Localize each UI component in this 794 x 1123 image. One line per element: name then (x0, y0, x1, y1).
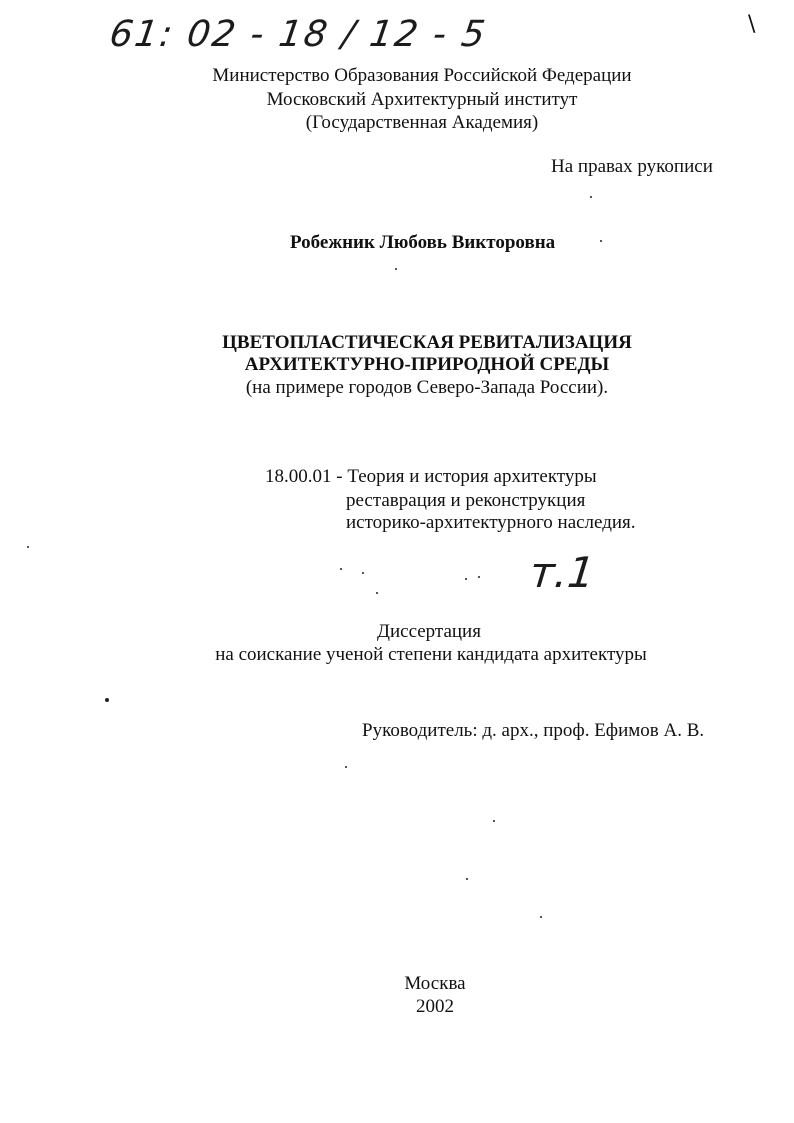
scan-speck (540, 916, 542, 918)
scan-speck (478, 576, 480, 578)
document-type: Диссертация (377, 621, 481, 642)
scan-speck (600, 240, 602, 242)
handwritten-archive-number: 61: 02 - 18 / 12 - 5 (107, 14, 490, 55)
scan-speck (395, 268, 397, 270)
scan-speck (465, 578, 467, 580)
speciality-line-3: историко-архитектурного наследия. (346, 512, 636, 533)
scan-speck (590, 196, 592, 198)
degree-statement: на соискание ученой степени кандидата архитектуры (215, 644, 647, 665)
author-name: Робежник Любовь Викторовна (290, 232, 556, 253)
dissertation-title-line-1: ЦВЕТОПЛАСТИЧЕСКАЯ РЕВИТАЛИЗАЦИЯ (222, 332, 632, 353)
dissertation-subtitle: (на примере городов Северо-Запада России). (245, 377, 609, 398)
scan-speck (493, 820, 495, 822)
scan-speck (27, 546, 29, 548)
scan-speck (466, 878, 468, 880)
speciality-line-2: реставрация и реконструкция (346, 490, 586, 511)
institute-heading: Московский Архитектурный институт (266, 89, 578, 110)
ministry-heading: Министерство Образования Российской Федерации (212, 65, 632, 86)
corner-pen-mark: \ (748, 12, 756, 37)
scan-speck (362, 572, 364, 574)
dissertation-title-line-2: АРХИТЕКТУРНО-ПРИРОДНОЙ СРЕДЫ (244, 354, 610, 375)
supervisor-line: Руководитель: д. арх., проф. Ефимов А. В. (362, 720, 705, 741)
handwritten-volume-mark: т.1 (527, 548, 598, 597)
city: Москва (404, 973, 466, 994)
scan-speck (376, 592, 378, 594)
scan-speck (345, 766, 347, 768)
manuscript-rights-label: На правах рукописи (551, 156, 713, 177)
speciality-code-line: 18.00.01 - Теория и история архитектуры (265, 466, 597, 487)
scan-speck (105, 698, 109, 702)
year: 2002 (416, 996, 454, 1017)
academy-heading: (Государственная Академия) (305, 112, 539, 133)
scan-speck (340, 568, 342, 570)
